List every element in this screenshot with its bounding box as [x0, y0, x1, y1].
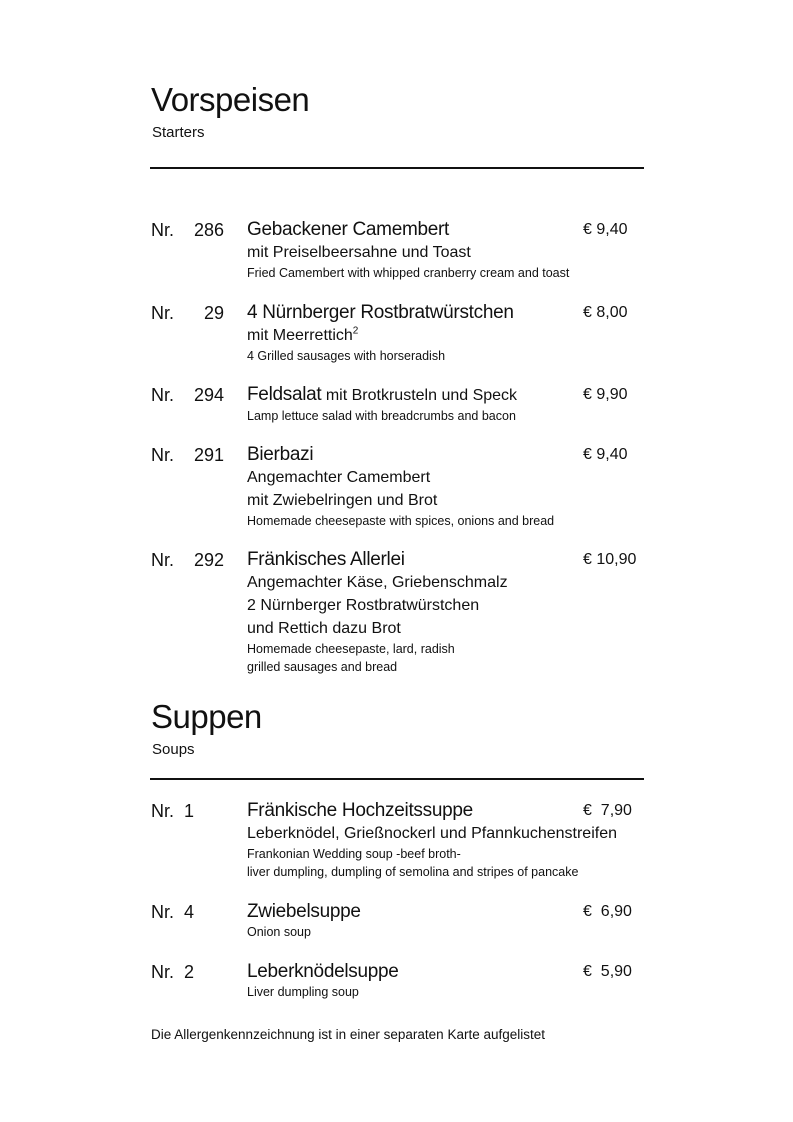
section-subtitle-soups: Soups: [152, 741, 195, 758]
item-description: Angemachter Camembert: [247, 469, 431, 486]
item-price: € 5,90: [583, 963, 632, 980]
item-description-english: Onion soup: [247, 925, 311, 939]
item-description-english: Homemade cheesepaste with spices, onions and bread: [247, 514, 555, 528]
item-description: Leberknödel, Grießnockerl und Pfannkuchenstreifen: [247, 825, 617, 842]
item-price: € 9,40: [583, 221, 628, 238]
item-description-english: 4 Grilled sausages with horseradish: [247, 349, 446, 363]
item-description-english: Frankonian Wedding soup -beef broth-: [247, 847, 461, 861]
item-number: Nr. 1: [151, 801, 195, 821]
item-name: Gebackener Camembert: [247, 219, 450, 240]
item-description: und Rettich dazu Brot: [247, 620, 401, 637]
item-description: mit Brotkrusteln und Speck: [321, 387, 518, 404]
item-price: € 7,90: [583, 802, 632, 819]
item-name: Bierbazi: [247, 444, 314, 465]
item-description: mit Zwiebelringen und Brot: [247, 492, 438, 509]
section-divider-soups: [150, 778, 644, 780]
item-description: mit Meerrettich$^2$: [247, 325, 359, 344]
section-title-starters: Vorspeisen: [151, 81, 310, 118]
section-title-soups: Suppen: [151, 698, 262, 735]
item-name: 4 Nürnberger Rostbratwürstchen: [247, 302, 514, 323]
item-name: Fränkisches Allerlei: [247, 549, 405, 570]
item-name: Feldsalat mit Brotkrusteln und Speck: [247, 384, 518, 405]
item-description: 2 Nürnberger Rostbratwürstchen: [247, 597, 480, 614]
allergen-note: Die Allergenkennzeichnung ist in einer separaten Karte aufgelistet: [151, 1027, 545, 1042]
item-description-english: Liver dumpling soup: [247, 985, 359, 999]
item-number: Nr. 292: [151, 550, 225, 570]
item-description-english: grilled sausages and bread: [247, 660, 398, 674]
item-number: Nr. 29: [151, 303, 225, 323]
item-description: Angemachter Käse, Griebenschmalz: [247, 574, 508, 591]
item-description-english: Lamp lettuce salad with breadcrumbs and bacon: [247, 409, 516, 423]
item-description-english: Fried Camembert with whipped cranberry cream and toast: [247, 266, 570, 280]
item-name: Fränkische Hochzeitssuppe: [247, 800, 473, 821]
allergen-superscript: 2: [352, 325, 359, 337]
section-subtitle-starters: Starters: [152, 124, 205, 141]
item-price: € 8,00: [583, 304, 628, 321]
item-description: mit Preiselbeersahne und Toast: [247, 244, 471, 261]
item-number: Nr. 294: [151, 385, 225, 405]
item-price: € 6,90: [583, 903, 632, 920]
item-name: Leberknödelsuppe: [247, 961, 399, 982]
item-number: Nr. 286: [151, 220, 225, 240]
section-divider-starters: [150, 167, 644, 169]
item-description-english: Homemade cheesepaste, lard, radish: [247, 642, 455, 656]
item-price: € 10,90: [583, 551, 637, 568]
item-price: € 9,90: [583, 386, 628, 403]
item-name: Zwiebelsuppe: [247, 901, 361, 922]
item-number: Nr. 4: [151, 902, 195, 922]
item-number: Nr. 291: [151, 445, 225, 465]
item-number: Nr. 2: [151, 962, 195, 982]
item-price: € 9,40: [583, 446, 628, 463]
item-description-english: liver dumpling, dumpling of semolina and stripes of pancake: [247, 865, 579, 879]
